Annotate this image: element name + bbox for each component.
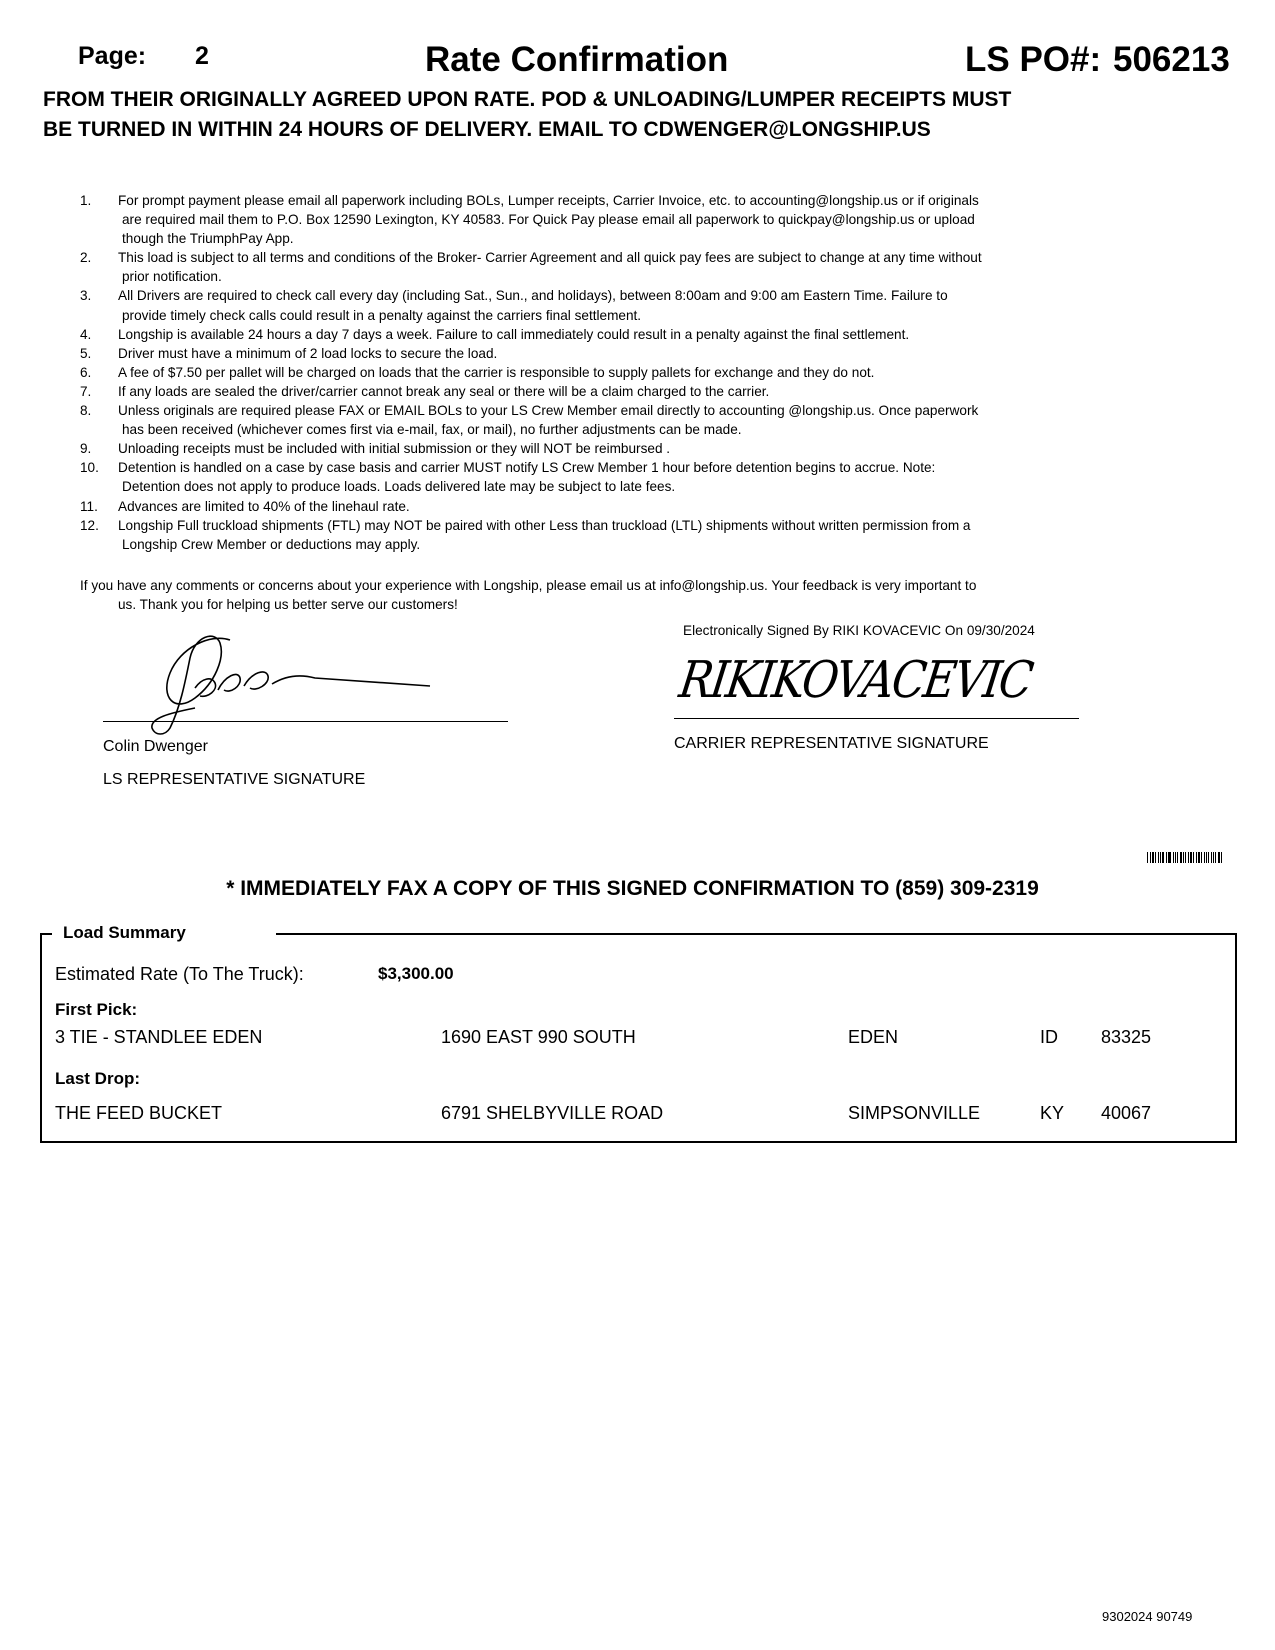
po-number: 506213 (1113, 40, 1230, 79)
first-pick-label: First Pick: (55, 1000, 138, 1019)
rate-value: $3,300.00 (378, 964, 454, 983)
term-line: Detention does not apply to produce loads. Loads delivered late may be subject to late fees. (122, 479, 676, 495)
barcode-bar (1201, 852, 1202, 863)
barcode-bar (1150, 852, 1151, 863)
barcode-bar (1218, 852, 1220, 863)
barcode-bar (1152, 852, 1154, 863)
term-number: 3. (80, 288, 92, 304)
barcode-bar (1204, 852, 1205, 863)
last-drop-zip: 40067 (1101, 1103, 1152, 1123)
term-item (80, 363, 1070, 382)
last-drop-city: SIMPSONVILLE (848, 1103, 981, 1123)
term-number: 9. (80, 441, 92, 457)
term-number: 1. (80, 193, 92, 208)
last-drop-state: KY (1040, 1103, 1065, 1123)
esign-note: Electronically Signed By RIKI KOVACEVIC On 09/30/2024 (683, 623, 1035, 638)
barcode-bar (1190, 852, 1192, 863)
term-line: If any loads are sealed the driver/carrier cannot break any seal or there will be a claim charged to the carrier. (118, 383, 770, 399)
terms-list (80, 191, 1070, 554)
term-line: Longship is available 24 hours a day 7 days a week. Failure to call immediately could result in a penalty against the final settlement. (118, 326, 910, 342)
barcode-bar (1185, 852, 1186, 863)
term-number: 12. (80, 517, 99, 533)
term-line: Unloading receipts must be included with initial submission or they will NOT be reimbursed . (118, 441, 671, 457)
barcode-bar (1147, 852, 1148, 863)
term-line: prior notification. (122, 269, 222, 285)
carrier-signature: RIKIKOVACEVIC (675, 651, 1036, 710)
term-line: though the TriumphPay App. (122, 231, 294, 247)
term-line: Longship Crew Member or deductions may apply. (122, 536, 421, 552)
first-pick-name: 3 TIE - STANDLEE EDEN (55, 1027, 263, 1047)
term-item (80, 497, 1070, 516)
barcode-bar (1215, 852, 1216, 863)
feedback-line: If you have any comments or concerns about your experience with Longship, please email us at info@longship.us. Your feedback is very important to (80, 578, 977, 593)
term-number: 5. (80, 345, 92, 361)
barcode-bar (1155, 852, 1156, 863)
barcode-bar (1180, 852, 1182, 863)
term-item (80, 344, 1070, 363)
barcode-bar (1169, 852, 1171, 863)
term-item (80, 458, 1070, 496)
term-line: has been received (whichever comes first via e-mail, fax, or mail), no further adjustments can be made. (122, 422, 742, 438)
barcode-bar (1183, 852, 1184, 863)
term-item (80, 325, 1070, 344)
fax-notice (0, 877, 1275, 901)
page-number: 2 (195, 42, 209, 70)
footer-code: 9302024 90749 (1102, 1609, 1193, 1624)
load-summary-border (40, 933, 42, 943)
term-line: All Drivers are required to check call every day (including Sat., Sun., and holidays), between 8:00am and 9:00 am Eastern Time. Failure to (118, 288, 948, 304)
ls-representative-name: Colin Dwenger (103, 738, 208, 755)
warning-line: BE TURNED IN WITHIN 24 HOURS OF DELIVERY. EMAIL TO CDWENGER@LONGSHIP.US (43, 118, 931, 141)
term-item (80, 286, 1070, 324)
barcode-bar (1162, 852, 1164, 863)
barcode-bar (1177, 852, 1178, 863)
load-summary-border (276, 933, 1235, 935)
last-drop-label: Last Drop: (55, 1069, 140, 1088)
barcode-bar (1221, 852, 1222, 863)
term-number: 2. (80, 250, 92, 266)
barcode-bar (1158, 852, 1159, 863)
first-pick-address: 1690 EAST 990 SOUTH (441, 1027, 636, 1047)
term-number: 7. (80, 383, 92, 399)
last-drop-address: 6791 SHELBYVILLE ROAD (441, 1103, 664, 1123)
barcode-bar (1211, 852, 1212, 863)
term-line: A fee of $7.50 per pallet will be charged on loads that the carrier is responsible to supply pallets for exchange and they do not. (118, 364, 875, 380)
term-line: Driver must have a minimum of 2 load locks to secure the load. (118, 345, 498, 361)
barcode-bar (1160, 852, 1161, 863)
barcode-bar (1166, 852, 1167, 863)
feedback-paragraph (80, 576, 1118, 614)
first-pick-city: EDEN (848, 1027, 899, 1047)
term-line: Detention is handled on a case by case basis and carrier MUST notify LS Crew Member 1 hour before detention begins to accrue. Note: (118, 460, 936, 476)
term-line: For prompt payment please email all paperwork including BOLs, Lumper receipts, Carrier Invoice, etc. to accounting@longship.us or if originals (118, 193, 979, 208)
term-item (80, 248, 1070, 286)
first-pick-zip: 83325 (1101, 1027, 1152, 1047)
barcode-bar (1168, 852, 1169, 863)
barcode-bar (1206, 852, 1207, 863)
load-summary-title: Load Summary (63, 923, 186, 942)
carrier-representative-role: CARRIER REPRESENTATIVE SIGNATURE (674, 735, 989, 752)
term-item (80, 516, 1070, 554)
barcode-bar (1196, 852, 1197, 863)
term-item (80, 439, 1070, 458)
barcode-bar (1188, 852, 1189, 863)
term-item (80, 382, 1070, 401)
term-line: are required mail them to P.O. Box 12590 Lexington, KY 40583. For Quick Pay please email all paperwork to quickpay@longship.us or upload (122, 212, 975, 228)
barcode-bar (1213, 852, 1214, 863)
po-label: LS PO#: (965, 40, 1102, 79)
carrier-signature-line (674, 718, 1079, 719)
term-number: 6. (80, 364, 92, 380)
first-pick-state: ID (1040, 1027, 1058, 1047)
last-drop-name: THE FEED BUCKET (55, 1103, 223, 1123)
term-item (80, 401, 1070, 439)
barcode-bar (1208, 852, 1210, 863)
barcode (1147, 852, 1223, 863)
warning-line: FROM THEIR ORIGINALLY AGREED UPON RATE. POD & UNLOADING/LUMPER RECEIPTS MUST (43, 88, 1012, 111)
barcode-bar (1175, 852, 1176, 863)
document-title: Rate Confirmation (425, 40, 729, 79)
barcode-bar (1173, 852, 1174, 863)
term-line: This load is subject to all terms and conditions of the Broker- Carrier Agreement and all quick pay fees are subject to change at any time without (118, 250, 982, 266)
term-line: Advances are limited to 40% of the linehaul rate. (118, 498, 410, 514)
feedback-line: us. Thank you for helping us better serve our customers! (118, 597, 458, 613)
fax-notice-text: * IMMEDIATELY FAX A COPY OF THIS SIGNED CONFIRMATION TO (859) 309-2319 (226, 877, 1039, 900)
term-line: provide timely check calls could result in a penalty against the carriers final settlement. (122, 307, 642, 323)
barcode-bar (1193, 852, 1194, 863)
rate-label: Estimated Rate (To The Truck): (55, 964, 304, 984)
term-number: 11. (80, 498, 98, 514)
barcode-bar (1198, 852, 1200, 863)
term-item (80, 191, 1070, 248)
page-label: Page: (78, 42, 147, 70)
term-number: 8. (80, 403, 92, 419)
ls-representative-role: LS REPRESENTATIVE SIGNATURE (103, 771, 366, 788)
term-number: 4. (80, 326, 92, 342)
term-line: Unless originals are required please FAX or EMAIL BOLs to your LS Crew Member email directly to accounting @longship.us. Once paperwork (118, 403, 979, 419)
ls-signature-line (103, 721, 508, 722)
term-number: 10. (80, 460, 99, 476)
term-line: Longship Full truckload shipments (FTL) may NOT be paired with other Less than truckload (LTL) shipments without written permission from a (118, 517, 971, 533)
